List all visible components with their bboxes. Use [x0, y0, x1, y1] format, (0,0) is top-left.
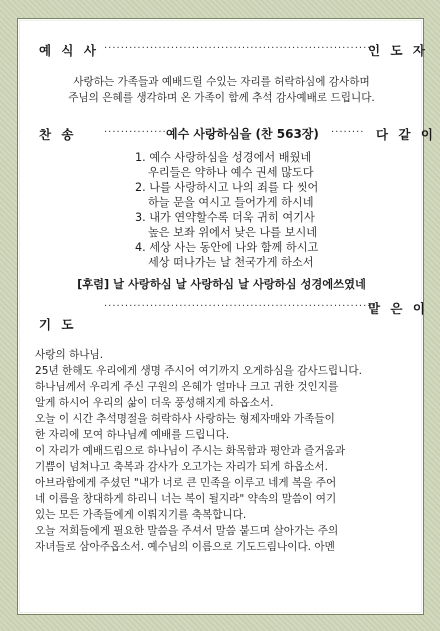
- leader-dots: ··································································: [104, 43, 380, 54]
- hymn-verse-2a: 2. 나를 사랑하시고 나의 죄를 다 씻어: [135, 181, 319, 194]
- hymn-verse-3b: 높은 보좌 위에서 낮은 나를 보시네: [148, 226, 318, 239]
- opening-line-2: 주님의 은혜를 생각하며 온 가족이 함께 추석 감사예배로 드립니다.: [68, 92, 375, 104]
- prayer-line: 있는 모든 가족들에게 이뤄지기를 축복합니다.: [35, 509, 247, 521]
- prayer-line: 하나님께서 우리게 주신 구원의 은혜가 얼마나 크고 귀한 것인지를: [35, 381, 339, 393]
- prayer-line: 네 이름을 창대하게 하리니 너는 복이 될지라" 약속의 말씀이 여기: [35, 493, 337, 505]
- opening-line-1: 사랑하는 가족들과 예배드릴 수있는 자리를 허락하심에 감사하며: [73, 76, 370, 88]
- prayer-line: 알게 하시어 우리의 삶이 더욱 풍성해지게 하옵소서.: [35, 397, 274, 409]
- prayer-line: 한 자리에 모여 하나님께 예배를 드립니다.: [35, 429, 230, 441]
- hymn-verse-1b: 우리들은 약하나 예수 권세 많도다: [148, 166, 314, 179]
- presider-name: 인 도 자: [368, 43, 428, 58]
- hymn-verse-2b: 하늘 문을 여시고 들어가게 하시네: [148, 196, 314, 209]
- prayer-line: 아브라함에게 주셨던 "내가 너로 큰 민족을 이루고 네게 복을 주어: [35, 477, 337, 489]
- hymn-refrain: [후렴] 날 사랑하심 날 사랑하심 날 사랑하심 성경에쓰였네: [77, 278, 366, 291]
- prayer-line: 기쁨이 넘쳐나고 축복과 감사가 오고가는 자리가 되게 하옵소서.: [35, 461, 329, 473]
- hymn-verse-3a: 3. 내가 연약할수록 더욱 귀히 여기사: [135, 211, 315, 224]
- hymn-title: 예수 사랑하심을 (찬 563장): [166, 127, 319, 141]
- leader-dots: ········: [331, 127, 365, 138]
- hymn-who: 다 같 이: [376, 127, 436, 142]
- prayer-line: 오늘 저희들에게 필요한 말씀을 주셔서 말씀 붙드며 살아가는 주의: [35, 525, 339, 537]
- hymn-label: 찬 송: [39, 127, 77, 142]
- prayer-line: 이 자리가 예배드림으로 하나님이 주시는 화목함과 평안과 즐거움과: [35, 445, 346, 457]
- prayer-who: 맡 은 이: [368, 301, 428, 316]
- worship-order-sheet: [17, 18, 436, 615]
- prayer-label: 기 도: [39, 317, 77, 332]
- leader-dots: ···············: [104, 127, 167, 138]
- prayer-line: 오늘 이 시간 추석명절을 허락하사 사랑하는 형제자매와 가족들이: [35, 413, 335, 425]
- hymn-verse-4b: 세상 떠나가는 날 천국가게 하소서: [148, 256, 314, 269]
- prayer-line: 자녀들로 삼아주옵소서. 예수님의 이름으로 기도드림나이다. 아멘: [35, 541, 335, 553]
- presider-label: 예 식 사: [39, 43, 99, 58]
- prayer-line: 25년 한해도 우리에게 생명 주시어 여기까지 오게하심을 감사드립니다.: [35, 365, 362, 377]
- hymn-verse-4a: 4. 세상 사는 동안에 나와 함께 하시고: [135, 241, 319, 254]
- leader-dots: ··································································: [104, 301, 380, 312]
- hymn-verse-1a: 1. 예수 사랑하심을 성경에서 배웠네: [135, 151, 312, 164]
- prayer-line: 사랑의 하나님.: [35, 349, 104, 361]
